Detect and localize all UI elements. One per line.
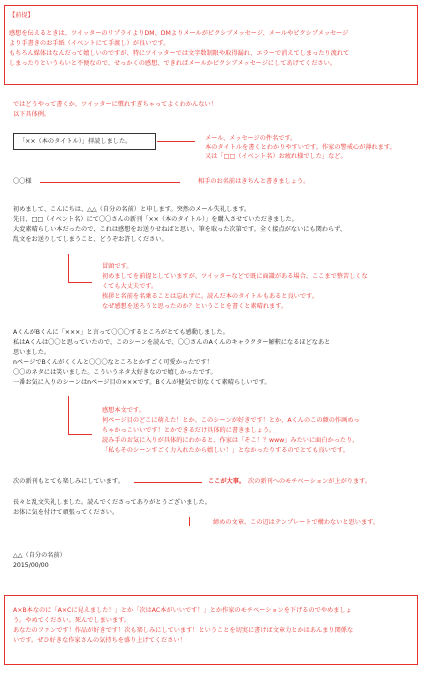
note-body-2: 何ページ目のどこに萌えた！とか、このシーンが好きです！とか、Aくんのこの顔の作画めっ [102,417,360,424]
question-line-2: 以下具体例。 [13,111,51,118]
closing-line-2: お体に気を付けて頑張ってください。 [13,509,119,516]
body-line-3: 思いました。 [13,349,51,356]
note-recipient: 相手のお名前はきちんと書きましょう。 [198,178,310,185]
intro-line-1: 感想を伝えるときは、ツイッターのリプライよりDM、DMよりメールがピクシブメッセージ、メールやピクシブメッセージ [9,30,349,37]
note-next-bold: ここが大事。 [208,478,246,485]
recipient: 〇〇様 [13,178,32,185]
closing-line-1: 長々と乱文失礼しました。読んでくださってありがとうございました。 [13,499,211,506]
note-body-3: ちゃかっこいいです！とかできるだけ具体的に書きましょう。 [102,427,276,434]
subject-connector [157,141,195,142]
signature-name: △△（自分の名前） [13,552,66,559]
intro-line-3: もちろん媒体はなんだって嬉しいのですが、特にツイッターでは文字数制限や取得漏れ、エラーで消えてしまったり流れて [9,50,350,57]
note-greeting-1: 冒頭です。 [102,263,133,270]
footer-line-3: あなたのファンです！作品が好きです！次も楽しみにしています！ということを切実に書けば文章力とかはあんまり関係な [13,627,354,634]
greeting-bracket-v [68,254,69,282]
footer-line-1: A×B本なのに「A×Cに見えました！」とか「次はAC本がいいです！」とか作家のモチベーションを下げるのでやめましょ [13,607,352,614]
body-line-2: 私はAくんは〇〇と思っていたので、このシーンを読んで、〇〇さんのAくんのキャラクター解釈になるほどなあと [13,339,331,346]
note-subject-3: 又は「□□（イベント名）お疲れ様でした」など。 [205,153,347,160]
note-greeting-2: 初めましてを前提としていますが、ツイッターなどで既に面識がある場合、ここまで整苦しくな [102,273,368,280]
greeting-line-1: 初めまして、こんにちは、△△（自分の名前）と申します。突然のメール失礼します。 [13,206,251,213]
note-closing: 締めの文章。この辺はテンプレートで構わないと思います。 [213,519,380,526]
note-subject-1: メール、メッセージの件名です。 [205,135,297,142]
footer-box [4,595,418,665]
greeting-line-2: 先日、□□（イベント名）にて〇〇さんの新刊「××（本のタイトル）」を購入させていただきました。 [13,216,298,223]
note-body-4: 読み手のお気に入りが具体的にわかると、作家は「そこ！？www」みたいに面白かったり、 [102,437,359,444]
greeting-line-3: 大変素晴らしい本だったので、これは感想をお送りせねばと思い、筆を取った次第です。全く接点がないにも関わらず、 [13,226,347,233]
body-bracket-v [68,396,69,434]
greeting-bracket-h [68,282,92,283]
note-greeting-5: なぜ感想を送ろうと思ったのか？ということを書くと素晴れます。 [102,303,288,310]
note-body-1: 感想本文です。 [102,407,145,414]
recipient-connector [40,182,180,183]
note-subject-2: 本のタイトルを書くとわかりやすいです。作家の警戒心が薄れます。 [205,144,396,151]
body-line-6: 一番お気に入りのシーンはnページ目の×××です。Bくんが健気で切なくて素晴らしいです。 [13,379,271,386]
note-body-5: 「私もそのシーンすごく力入れたから嬉しい！」となかったりするのでとても良いです。 [102,447,349,454]
intro-line-2: より手書きのお手紙（イベントにて手渡し）が良いです。 [9,40,170,47]
next-connector [134,482,202,483]
body-bracket-h [68,434,92,435]
greeting-line-4: 乱文をお送りしてしまうこと、どうぞお許しください。 [13,236,168,243]
subject-box [13,133,156,150]
footer-line-4: いです。ぜひ好きな作家さんの気持ちを盛り上げてください！ [13,637,186,644]
intro-box [4,5,418,85]
closing-bracket-v [189,517,190,526]
footer-line-2: う。やめてください。死んでしまいます。 [13,617,131,624]
note-next-rest: 次の新刊へのモチベーションが上がります。 [248,478,372,485]
intro-title: 【前提】 [9,12,34,19]
question-line-1: ではどうやって書くか、ツイッターに慣れすぎちゃってよくわかんない！ [13,101,217,108]
body-line-5: 〇〇のネタには笑いました。こういうネタ大好きなので嬉しかったです。 [13,369,217,376]
next-book: 次の新刊もとても楽しみにしています。 [13,478,124,485]
body-line-1: AくんがBくんに「×××」と言って〇〇〇するところがとても感動しました。 [13,329,229,336]
intro-line-4: しまったりというらいと不便なので、せっかくの感想、できればメールかピクシブメッセージにしてあげてください。 [9,60,336,67]
body-line-4: nページでBくんがくくんと〇〇〇なところとかすごく可愛かったです！ [13,359,213,366]
subject-text: 「××（本のタイトル）」拝読しました。 [19,138,132,145]
signature-date: 2015/00/00 [13,562,49,569]
note-greeting-3: くても大丈夫です。 [102,283,158,290]
note-greeting-4: 挨拶と名前を名乗ることは忘れずに。読んだ本のタイトルもあると良いです。 [102,293,318,300]
